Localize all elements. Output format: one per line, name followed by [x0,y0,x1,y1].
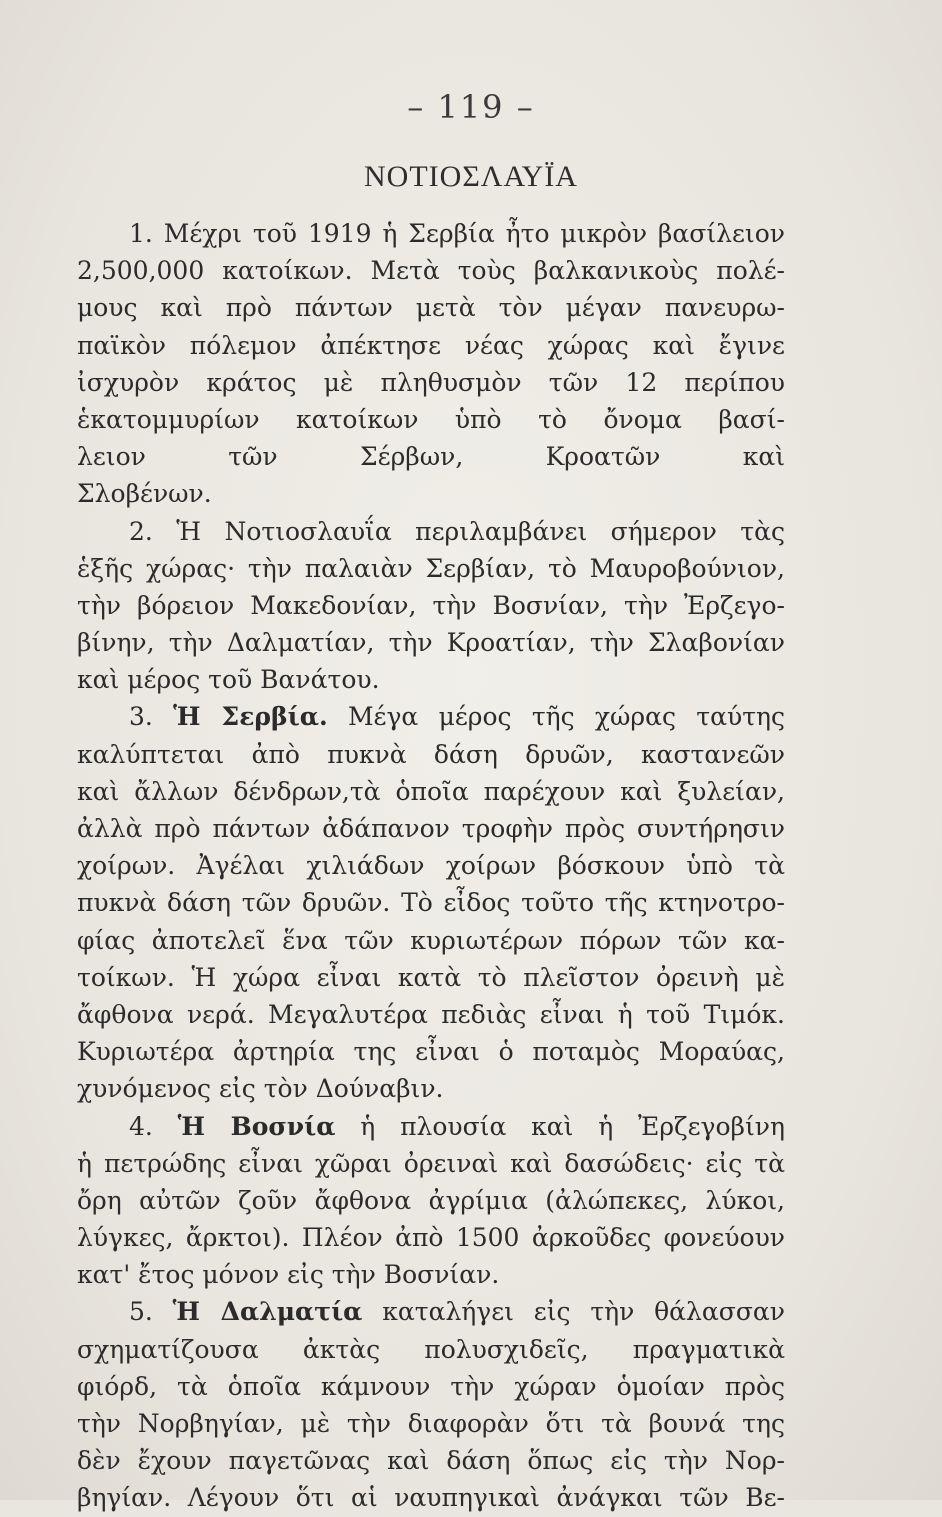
text-line [77,327,785,364]
text-line [77,959,785,996]
text-segment: καταλήγει εἰς τὴν θάλασσαν [362,1297,785,1327]
text-segment: καλύπτεται ἀπὸ πυκνὰ δάση δρυῶν, καστανεῶν [77,739,785,769]
text-segment: ὄρη αὐτῶν ζοῦν ἄφθονα ἀγρίμια (ἀλώπεκες, λύκοι, [77,1185,785,1215]
text-line [77,1219,785,1256]
text-line [77,736,785,773]
text-line [77,475,785,512]
text-line [77,773,785,810]
text-line [77,438,785,475]
chapter-title: ΝΟΤΙΟΣΛΑΥΪΑ [364,160,578,193]
text-line [77,1331,785,1368]
text-segment: ἄφθονα νερά. Μεγαλυτέρα πεδιὰς εἶναι ἡ τοῦ Τιμόκ. [77,999,785,1029]
text-segment: ἡ πετρώδης εἶναι χῶραι ὀρειναὶ καὶ δασώδεις· εἰς τὰ [77,1148,785,1178]
text-segment: δὲν ἔχουν παγετῶνας καὶ δάση ὅπως εἰς τὴν Νορ- [77,1446,785,1476]
section-heading: Ἡ Σερβία. [173,702,328,732]
text-segment: 1. Μέχρι τοῦ 1919 ἡ Σερβία ἦτο μικρὸν βασίλειον [129,219,785,248]
text-line [77,401,785,438]
text-line [77,884,785,921]
text-line [77,1145,785,1182]
text-line [77,215,785,252]
text-segment: 3. [129,702,174,732]
text-line [77,1182,785,1219]
text-segment: φιόρδ, τὰ ὁποῖα κάμνουν τὴν χώραν ὁμοίαν πρὸς [77,1371,785,1401]
body-text [77,215,785,1517]
text-segment: 4. [129,1111,178,1141]
text-segment: Σλοβένων. [77,479,212,509]
text-segment: 2. Ἡ Νοτιοσλαυΐα περιλαμβάνει σήμερον τὰς [129,516,785,546]
text-line [77,1033,785,1070]
text-line [77,1256,785,1293]
text-segment: 5. [129,1297,173,1327]
text-line [77,1368,785,1405]
text-line [77,252,785,289]
text-line [77,847,785,884]
text-line [77,513,785,550]
text-line [77,1405,785,1442]
text-segment: ἑκατομμυρίων κατοίκων ὑπὸ τὸ ὄνομα βασί- [77,404,785,434]
text-segment: σχηματίζουσα ἀκτὰς πολυσχιδεῖς, πραγματικὰ [77,1334,785,1364]
text-segment: Κυριωτέρα ἀρτηρία της εἶναι ὁ ποταμὸς Μοραύας, [77,1037,785,1067]
text-line [77,364,785,401]
text-segment: τὴν Νορβηγίαν, μὲ τὴν διαφορὰν ὅτι τὰ βουνά της [77,1409,785,1438]
text-segment: χυνόμενος εἰς τὸν Δούναβιν. [77,1074,444,1104]
page-number: – 119 – [407,88,535,126]
text-segment: πυκνὰ δάση τῶν δρυῶν. Τὸ εἶδος τοῦτο τῆς κτηνοτρο- [77,888,785,918]
text-segment: καὶ μέρος τοῦ Βανάτου. [77,665,380,695]
text-segment: κατ' ἔτος μόνον εἰς τὴν Βοσνίαν. [77,1260,500,1290]
section-heading: Ἡ Δαλματία [172,1297,363,1327]
text-line [77,1479,785,1516]
text-line [77,624,785,661]
text-segment: τὴν βόρειον Μακεδονίαν, τὴν Βοσνίαν, τὴν Ἐρζεγο- [77,590,785,620]
text-line [77,1070,785,1107]
text-segment: ἰσχυρὸν κράτος μὲ πληθυσμὸν τῶν 12 περίπου [77,367,785,397]
text-line [77,1108,785,1145]
text-segment: βίνην, τὴν Δαλματίαν, τὴν Κροατίαν, τὴν Σλαβονίαν [77,628,785,658]
text-line [77,289,785,326]
text-segment: Μέγα μέρος τῆς χώρας ταύτης [327,702,785,732]
text-line [77,996,785,1033]
text-segment: φίας ἀποτελεῖ ἕνα τῶν κυριωτέρων πόρων τῶν κα- [77,925,785,955]
text-line [77,1442,785,1479]
text-segment: ἀλλὰ πρὸ πάντων ἀδάπανον τροφὴν πρὸς συντήρησιν [77,814,785,843]
text-line [77,1293,785,1330]
text-segment: λειον τῶν Σέρβων, Κροατῶν καὶ [77,442,785,472]
text-segment: χοίρων. Ἀγέλαι χιλιάδων χοίρων βόσκουν ὑπὸ τὰ [77,851,785,881]
text-segment: ἑξῆς χώρας· τὴν παλαιὰν Σερβίαν, τὸ Μαυροβούνιον, [77,553,785,583]
text-line [77,661,785,698]
text-segment: τοίκων. Ἡ χώρα εἶναι κατὰ τὸ πλεῖστον ὀρεινὴ μὲ [77,962,785,992]
text-segment: 2,500,000 κατοίκων. Μετὰ τοὺς βαλκανικοὺς πολέ- [77,256,785,286]
text-segment: βηγίαν. Λέγουν ὅτι αἱ ναυπηγικαὶ ἀνάγκαι τῶν Βε- [77,1483,785,1513]
text-segment: λύγκες, ἄρκτοι). Πλέον ἀπὸ 1500 ἀρκοῦδες φονεύουν [77,1223,785,1253]
text-line [77,587,785,624]
text-line [77,810,785,847]
text-segment: ἡ πλουσία καὶ ἡ Ἐρζεγοβίνη [335,1111,785,1141]
section-heading: Ἡ Βοσνία [177,1111,336,1141]
text-line [77,698,785,735]
text-segment: μους καὶ πρὸ πάντων μετὰ τὸν μέγαν πανευρω- [77,293,785,323]
text-line [77,550,785,587]
text-segment: καὶ ἄλλων δένδρων,τὰ ὁποῖα παρέχουν καὶ ξυλείαν, [77,776,785,806]
text-segment: παϊκὸν πόλεμον ἀπέκτησε νέας χώρας καὶ ἔγινε [77,330,785,360]
text-line [77,922,785,959]
